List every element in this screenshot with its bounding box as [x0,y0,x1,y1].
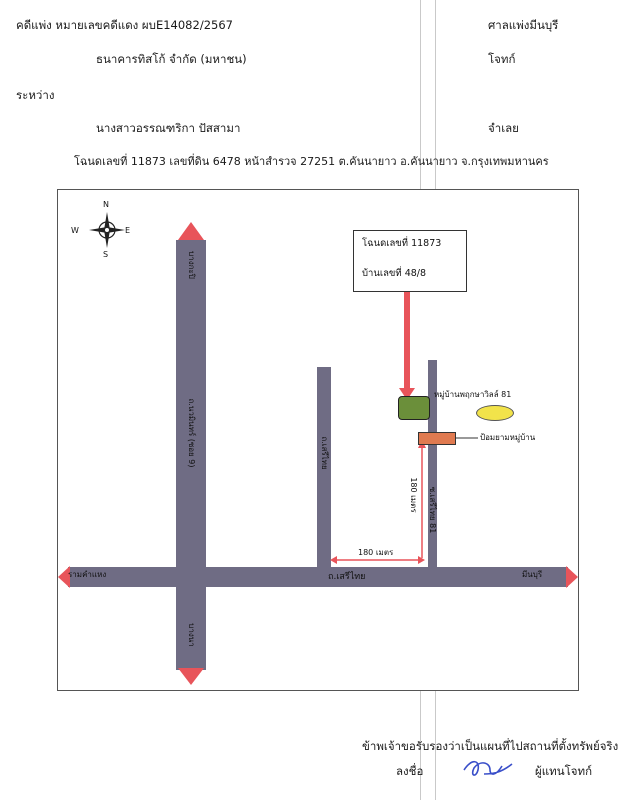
signature-scribble [460,756,516,782]
arrow-north-icon [178,222,204,240]
case-number: คดีแพ่ง หมายเลขคดีแดง ผบE14082/2567 [16,18,233,32]
guard-post [418,432,456,445]
between-label: ระหว่าง [16,88,55,102]
arrow-east-icon [566,566,578,588]
defendant-name: นางสาวอรรณฑริกา ปัสสามา [96,121,241,135]
village-marker [476,405,514,421]
callout-deed: โฉนดเลขที่ 11873 [362,238,442,249]
compass-south: S [103,250,109,259]
road-label-soi-right: ซ.เสรีไทย 81 [428,486,437,534]
compass-west: W [71,226,79,235]
road-label-bottom: บางนา [187,623,196,647]
property-plot [398,396,430,420]
road-label-soi-mid: ถ.เสรีไทย [320,436,329,470]
title-deed-line: โฉนดเลขที่ 11873 เลขที่ดิน 6478 หน้าสำรวจ 27251 ต.คันนายาว อ.คันนายาว จ.กรุงเทพมหานคร [74,155,549,168]
callout-house: บ้านเลขที่ 48/8 [362,268,427,279]
road-label-left: รามคำแหง [68,570,107,579]
road-label-main-h: ถ.เสรีไทย [328,572,366,582]
compass-east: E [125,226,131,235]
distance-vertical: 180 เมตร [409,477,418,513]
village-label: หมู่บ้านพฤกษาวิลล์ 81 [434,390,512,399]
signer-role: ผู้แทนโจทก์ [535,764,593,778]
distance-horizontal: 180 เมตร [358,548,394,557]
plaintiff-name: ธนาคารทิสโก้ จำกัด (มหาชน) [96,52,247,66]
defendant-role: จำเลย [488,121,519,135]
road-label-right: มีนบุรี [522,570,543,579]
guard-label: ป้อมยามหมู่บ้าน [480,433,536,442]
road-label-main-v: ถ.นวมินทร์ (ซอย 9) [187,398,196,468]
sign-label: ลงชื่อ [396,764,424,778]
compass-north: N [103,200,109,209]
certification-text: ข้าพเจ้าขอรับรองว่าเป็นแผนที่ไปสถานที่ตั้งทรัพย์จริง [362,739,619,753]
location-map [57,189,579,691]
plaintiff-role: โจทก์ [488,52,516,66]
arrow-south-icon [178,668,204,685]
court-name: ศาลแพ่งมีนบุรี [488,18,559,32]
deed-callout [353,230,467,292]
road-label-top: บางกะปิ [187,251,196,279]
